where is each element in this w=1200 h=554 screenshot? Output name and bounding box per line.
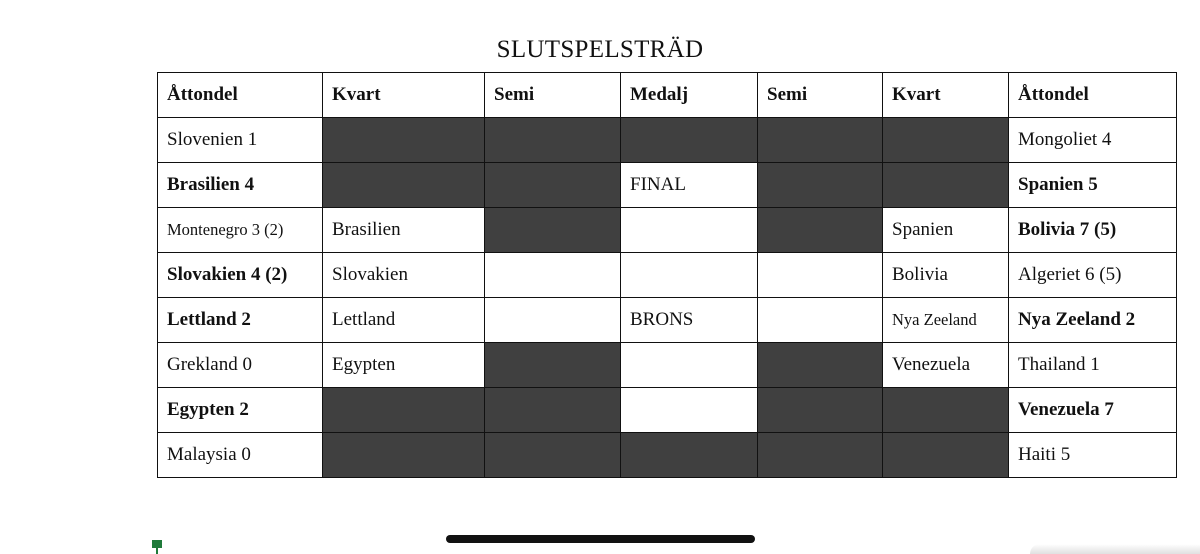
team-cell: Slovakien 4 (2): [158, 253, 323, 298]
team-cell: Brasilien 4: [158, 163, 323, 208]
team-cell: Venezuela 7: [1009, 388, 1177, 433]
shaded-cell: [883, 118, 1009, 163]
column-header: Medalj: [621, 73, 758, 118]
empty-cell: [758, 253, 883, 298]
bracket-row: [158, 253, 1177, 298]
bracket-row: [158, 298, 1177, 343]
bracket-row: [158, 433, 1177, 478]
shaded-cell: [758, 433, 883, 478]
team-cell: Brasilien: [323, 208, 485, 253]
shaded-cell: [485, 343, 621, 388]
team-cell: Slovakien: [323, 253, 485, 298]
bracket-row: [158, 208, 1177, 253]
team-cell: Thailand 1: [1009, 343, 1177, 388]
shaded-cell: [758, 343, 883, 388]
team-cell: Haiti 5: [1009, 433, 1177, 478]
corner-shadow: [1030, 544, 1200, 554]
header-row: [158, 73, 1177, 118]
shaded-cell: [485, 388, 621, 433]
home-indicator[interactable]: [446, 535, 755, 543]
bracket-title: SLUTSPELSTRÄD: [496, 36, 704, 63]
shaded-cell: [621, 433, 758, 478]
bracket-body: [158, 118, 1177, 478]
column-header: Semi: [485, 73, 621, 118]
team-cell: Egypten 2: [158, 388, 323, 433]
team-cell: Spanien: [883, 208, 1009, 253]
bracket-row: [158, 163, 1177, 208]
column-header: Åttondel: [1009, 73, 1177, 118]
shaded-cell: [323, 118, 485, 163]
shaded-cell: [485, 433, 621, 478]
bracket-table: [157, 72, 1177, 478]
team-cell: Spanien 5: [1009, 163, 1177, 208]
text-cursor-icon: [152, 540, 162, 554]
team-cell: FINAL: [621, 163, 758, 208]
shaded-cell: [758, 388, 883, 433]
team-cell: Nya Zeeland: [883, 298, 1009, 343]
shaded-cell: [883, 163, 1009, 208]
column-header: Semi: [758, 73, 883, 118]
empty-cell: [621, 388, 758, 433]
shaded-cell: [485, 118, 621, 163]
bracket-row: [158, 343, 1177, 388]
team-cell: Slovenien 1: [158, 118, 323, 163]
empty-cell: [485, 298, 621, 343]
shaded-cell: [485, 208, 621, 253]
shaded-cell: [323, 388, 485, 433]
shaded-cell: [323, 163, 485, 208]
team-cell: Bolivia: [883, 253, 1009, 298]
column-header: Kvart: [883, 73, 1009, 118]
team-cell: Mongoliet 4: [1009, 118, 1177, 163]
shaded-cell: [758, 208, 883, 253]
empty-cell: [758, 298, 883, 343]
shaded-cell: [323, 433, 485, 478]
team-cell: Egypten: [323, 343, 485, 388]
team-cell: Venezuela: [883, 343, 1009, 388]
team-cell: Algeriet 6 (5): [1009, 253, 1177, 298]
team-cell: BRONS: [621, 298, 758, 343]
team-cell: Bolivia 7 (5): [1009, 208, 1177, 253]
shaded-cell: [883, 388, 1009, 433]
column-header: Åttondel: [158, 73, 323, 118]
team-cell: Lettland 2: [158, 298, 323, 343]
shaded-cell: [758, 163, 883, 208]
empty-cell: [621, 208, 758, 253]
shaded-cell: [485, 163, 621, 208]
empty-cell: [485, 253, 621, 298]
bracket-row: [158, 388, 1177, 433]
shaded-cell: [883, 433, 1009, 478]
shaded-cell: [621, 118, 758, 163]
team-cell: Grekland 0: [158, 343, 323, 388]
team-cell: Montenegro 3 (2): [158, 208, 323, 253]
empty-cell: [621, 343, 758, 388]
team-cell: Malaysia 0: [158, 433, 323, 478]
shaded-cell: [758, 118, 883, 163]
team-cell: Lettland: [323, 298, 485, 343]
bracket-row: [158, 118, 1177, 163]
team-cell: Nya Zeeland 2: [1009, 298, 1177, 343]
empty-cell: [621, 253, 758, 298]
column-header: Kvart: [323, 73, 485, 118]
